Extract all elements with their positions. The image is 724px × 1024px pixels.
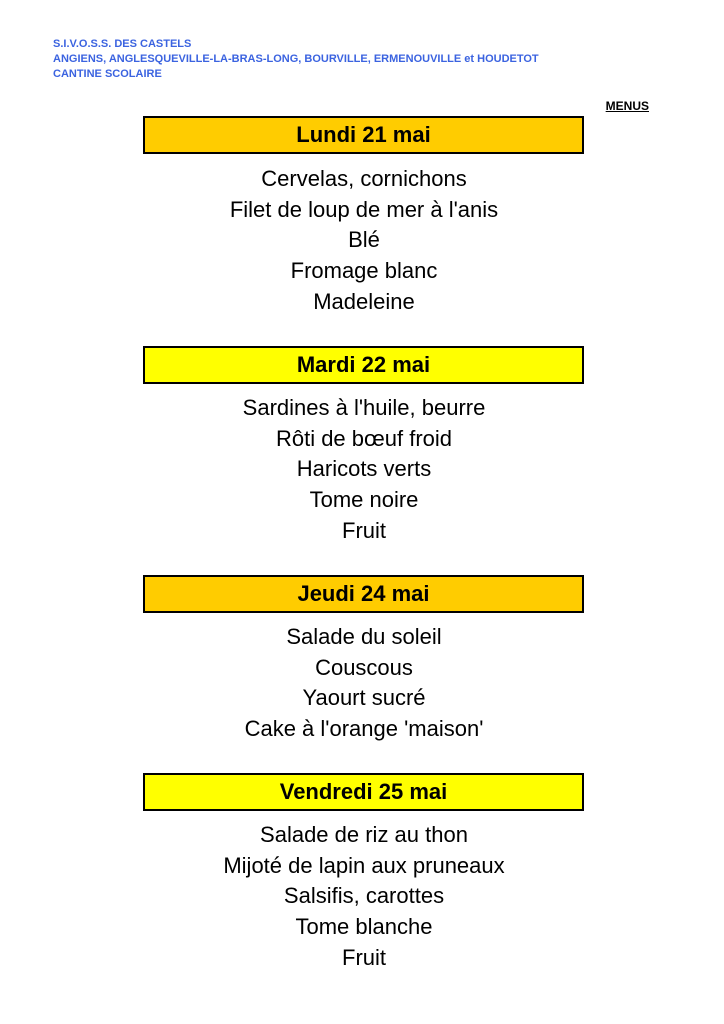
menu-items-list <box>0 820 724 974</box>
header-communes: ANGIENS, ANGLESQUEVILLE-LA-BRAS-LONG, BOURVILLE, ERMENOUVILLE et HOUDETOT <box>53 53 539 65</box>
menu-item: Couscous <box>315 654 413 680</box>
menu-item: Cake à l'orange 'maison' <box>244 716 484 742</box>
day-title: Vendredi 25 mai <box>279 779 448 804</box>
menu-item: Fruit <box>342 944 386 970</box>
header-service: CANTINE SCOLAIRE <box>53 68 162 80</box>
menus-label: MENUS <box>605 99 649 113</box>
menu-item: Salade du soleil <box>286 624 442 649</box>
menu-item: Mijoté de lapin aux pruneaux <box>223 852 505 878</box>
menu-item: Tome blanche <box>295 914 433 940</box>
day-title-box <box>143 346 584 384</box>
day-title-box <box>143 575 584 613</box>
day-title: Jeudi 24 mai <box>297 581 430 606</box>
menu-items-list <box>0 622 724 745</box>
menu-item: Cervelas, cornichons <box>261 166 467 191</box>
header-organization: S.I.V.O.S.S. DES CASTELS <box>53 38 192 50</box>
menu-item: Madeleine <box>313 288 415 314</box>
menu-item: Salade de riz au thon <box>260 822 468 847</box>
menu-item: Yaourt sucré <box>302 685 426 711</box>
menu-items-list <box>0 393 724 547</box>
menu-item: Blé <box>348 227 380 253</box>
day-title-box <box>143 773 584 811</box>
day-title-box <box>143 116 584 154</box>
menu-item: Tome noire <box>309 487 419 513</box>
document-header <box>53 37 539 82</box>
day-title: Lundi 21 mai <box>296 122 431 147</box>
menu-item: Sardines à l'huile, beurre <box>242 395 486 420</box>
menu-item: Fruit <box>342 517 386 543</box>
menu-item: Filet de loup de mer à l'anis <box>229 196 499 222</box>
menu-items-list <box>0 164 724 318</box>
menu-item: Haricots verts <box>296 456 432 482</box>
menu-item: Rôti de bœuf froid <box>275 425 453 451</box>
menu-item: Fromage blanc <box>290 258 438 284</box>
menu-item: Salsifis, carottes <box>283 883 445 909</box>
day-title: Mardi 22 mai <box>296 352 431 377</box>
